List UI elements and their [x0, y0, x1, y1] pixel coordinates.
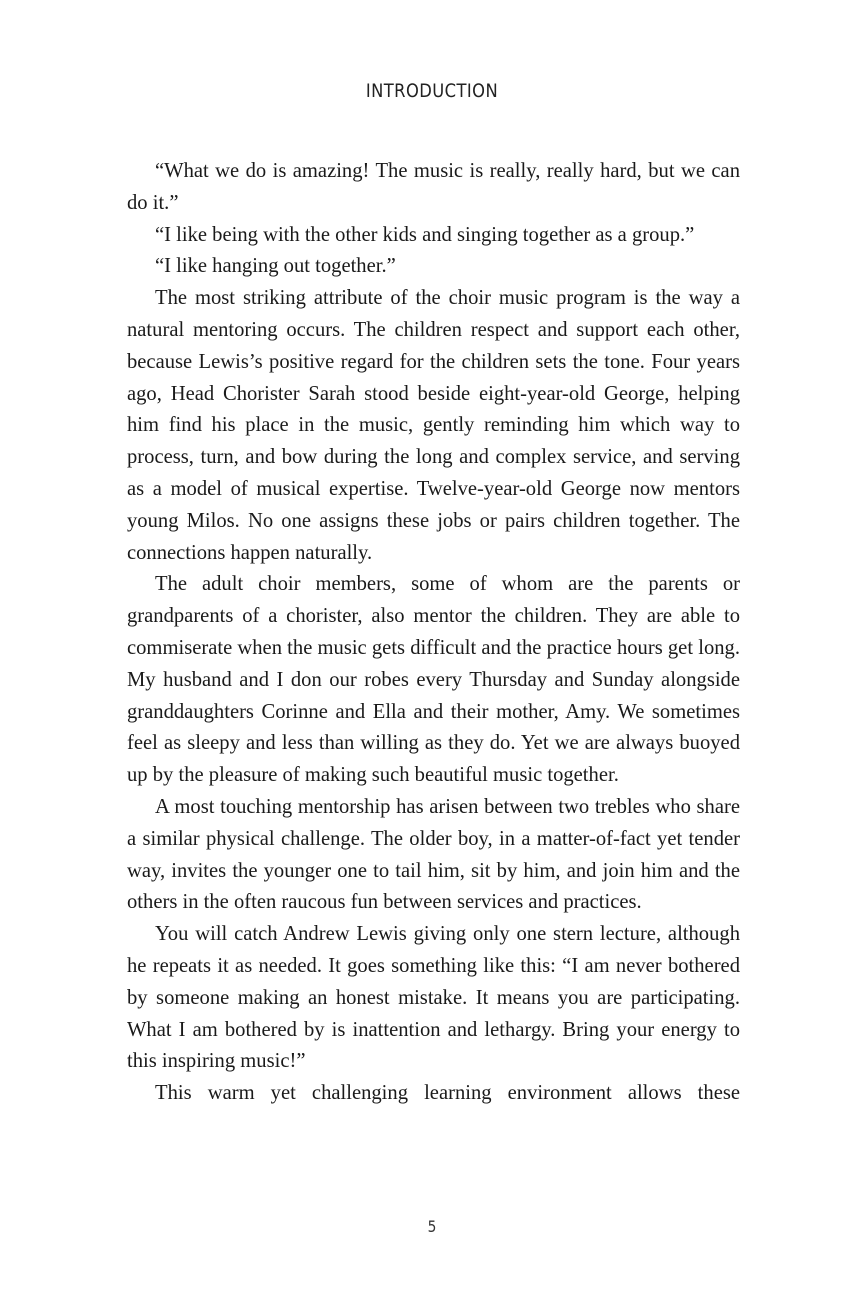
running-head: INTRODUCTION: [365, 80, 499, 102]
paragraph-7: You will catch Andrew Lewis giving only one stern lecture, although he repeats it as needed. It goes something like this: “I am never bothered by someone making an honest mistake. It means you are participating. What I am bothered by is inattention and lethargy. Bring your energy to this inspiring music!”: [127, 923, 740, 1073]
body-text: [127, 156, 740, 1110]
paragraph-6: A most touching mentorship has arisen between two trebles who share a similar physical challenge. The older boy, in a matter-of-fact yet tender way, invites the younger one to tail him, sit by him, and join him and the others in the often raucous fun between services and practices.: [127, 795, 740, 914]
paragraph-5: The adult choir members, some of whom are the parents or grandparents of a chorister, also mentor the children. They are able to commiserate when the music gets difficult and the practice hours get long. My husband and I don our robes every Thursday and Sunday alongside granddaughters Corinne and Ella and their mother, Amy. We sometimes feel as sleepy and less than willing as they do. Yet we are always buoyed up by the pleasure of making such beautiful music together.: [127, 573, 740, 787]
paragraph-2: “I like being with the other kids and singing together as a group.”: [155, 223, 695, 246]
paragraph-4: The most striking attribute of the choir music program is the way a natural mentoring occurs. The children respect and support each other, because Lewis’s positive regard for the children sets the tone. Four years ago, Head Chorister Sarah stood beside eight-year-old George, helping him find his place in the music, gently reminding him which way to process, turn, and bow during the long and complex service, and serving as a model of musical expertise. Twelve-year-old George now mentors young Milos. No one assigns these jobs or pairs children together. The connections happen naturally.: [127, 287, 740, 564]
paragraph-8: This warm yet challenging learning environment allows these: [155, 1082, 740, 1105]
paragraph-3: “I like hanging out together.”: [155, 255, 396, 278]
paragraph-1: “What we do is amazing! The music is really, really hard, but we can do it.”: [127, 160, 740, 214]
page-number: 5: [427, 1217, 437, 1236]
